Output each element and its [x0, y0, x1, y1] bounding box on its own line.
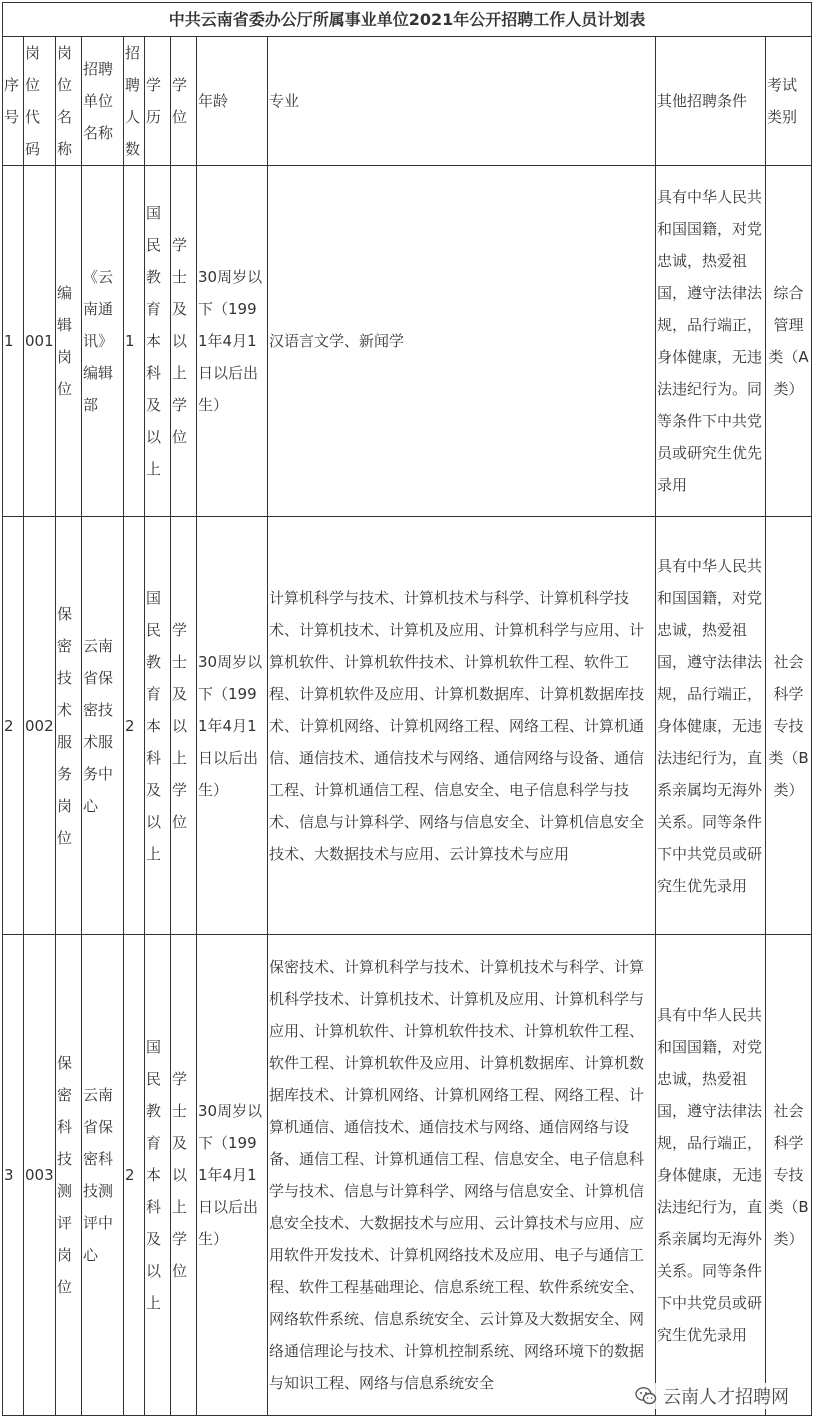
cell-post-code: 002	[24, 517, 56, 935]
header-cell: 其他招聘条件	[656, 37, 766, 166]
cell-major: 汉语言文学、新闻学	[268, 166, 656, 517]
table-row	[3, 166, 812, 517]
cell-headcount: 1	[124, 166, 145, 517]
cell-headcount: 2	[124, 517, 145, 935]
cell-major: 保密技术、计算机科学与技术、计算机技术与科学、计算机科学技术、计算机技术、计算机及应用、计算机科学与应用、计算机软件、计算机软件技术、计算机软件工程、软件工程、计算机软件及应用、计算机数据库、计算机数据库技术、计算机网络、计算机网络工程、网络工程、计算机通信、通信技术、通信技术与网络、通信网络与设备、通信工程、计算机通信工程、信息安全、电子信息科学与技术、信息与计算科学、网络与信息安全、计算机信息安全技术、大数据技术与应用、云计算技术与应用、应用软件开发技术、计算机网络技术及应用、电子与通信工程、软件工程基础理论、信息系统工程、软件系统安全、网络软件系统、信息系统安全、云计算及大数据安全、网络通信理论与技术、计算机控制系统、网络环境下的数据与知识工程、网络与信息系统安全	[268, 935, 656, 1416]
cell-age: 30周岁以下（1991年4月1日以后出生）	[197, 166, 268, 517]
table-row	[3, 517, 812, 935]
cell-conditions: 具有中华人民共和国国籍，对党忠诚，热爱祖国，遵守法律法规，品行端正，身体健康，无违法违纪行为。同等条件下中共党员或研究生优先录用	[656, 166, 766, 517]
table-row	[3, 935, 812, 1416]
wechat-icon	[635, 1386, 657, 1406]
cell-education: 国民教育本科及以上	[145, 935, 171, 1416]
cell-employer: 《云南通讯》编辑部	[82, 166, 124, 517]
cell-exam-type: 综合管理类（A类）	[766, 166, 812, 517]
recruitment-plan-table	[2, 2, 812, 1416]
cell-exam-type: 社会科学专技类（B类）	[766, 517, 812, 935]
header-cell: 学历	[145, 37, 171, 166]
cell-degree: 学士及以上学位	[171, 166, 197, 517]
cell-education: 国民教育本科及以上	[145, 517, 171, 935]
cell-post-name: 保密科技测评岗位	[56, 935, 82, 1416]
cell-degree: 学士及以上学位	[171, 517, 197, 935]
cell-exam-type: 社会科学专技类（B类）	[766, 935, 812, 1416]
cell-post-code: 003	[24, 935, 56, 1416]
cell-post-name: 保密技术服务岗位	[56, 517, 82, 935]
cell-index: 3	[3, 935, 24, 1416]
header-cell: 考试类别	[766, 37, 812, 166]
header-cell: 招聘单位名称	[82, 37, 124, 166]
cell-employer: 云南省保密技术服务中心	[82, 517, 124, 935]
cell-conditions: 具有中华人民共和国国籍，对党忠诚，热爱祖国，遵守法律法规，品行端正，身体健康，无违法违纪行为，直系亲属均无海外关系。同等条件下中共党员或研究生优先录用	[656, 935, 766, 1416]
header-cell: 专业	[268, 37, 656, 166]
cell-post-code: 001	[24, 166, 56, 517]
header-cell: 岗位代码	[24, 37, 56, 166]
header-cell: 学位	[171, 37, 197, 166]
watermark	[631, 1383, 793, 1409]
cell-major: 计算机科学与技术、计算机技术与科学、计算机科学技术、计算机技术、计算机及应用、计算机科学与应用、计算机软件、计算机软件技术、计算机软件工程、软件工程、计算机软件及应用、计算机数据库、计算机数据库技术、计算机网络、计算机网络工程、网络工程、计算机通信、通信技术、通信技术与网络、通信网络与设备、通信工程、计算机通信工程、信息安全、电子信息科学与技术、信息与计算科学、网络与信息安全、计算机信息安全技术、大数据技术与应用、云计算技术与应用	[268, 517, 656, 935]
cell-index: 2	[3, 517, 24, 935]
header-cell: 年龄	[197, 37, 268, 166]
table-title: 中共云南省委办公厅所属事业单位2021年公开招聘工作人员计划表	[3, 3, 812, 37]
header-cell: 序号	[3, 37, 24, 166]
header-cell: 招聘人数	[124, 37, 145, 166]
cell-employer: 云南省保密科技测评中心	[82, 935, 124, 1416]
header-cell: 岗位名称	[56, 37, 82, 166]
cell-post-name: 编辑岗位	[56, 166, 82, 517]
cell-degree: 学士及以上学位	[171, 935, 197, 1416]
cell-index: 1	[3, 166, 24, 517]
cell-headcount: 2	[124, 935, 145, 1416]
cell-education: 国民教育本科及以上	[145, 166, 171, 517]
cell-age: 30周岁以下（1991年4月1日以后出生）	[197, 935, 268, 1416]
watermark-text: 云南人才招聘网	[663, 1387, 789, 1408]
cell-conditions: 具有中华人民共和国国籍，对党忠诚，热爱祖国，遵守法律法规，品行端正，身体健康，无违法违纪行为，直系亲属均无海外关系。同等条件下中共党员或研究生优先录用	[656, 517, 766, 935]
cell-age: 30周岁以下（1991年4月1日以后出生）	[197, 517, 268, 935]
